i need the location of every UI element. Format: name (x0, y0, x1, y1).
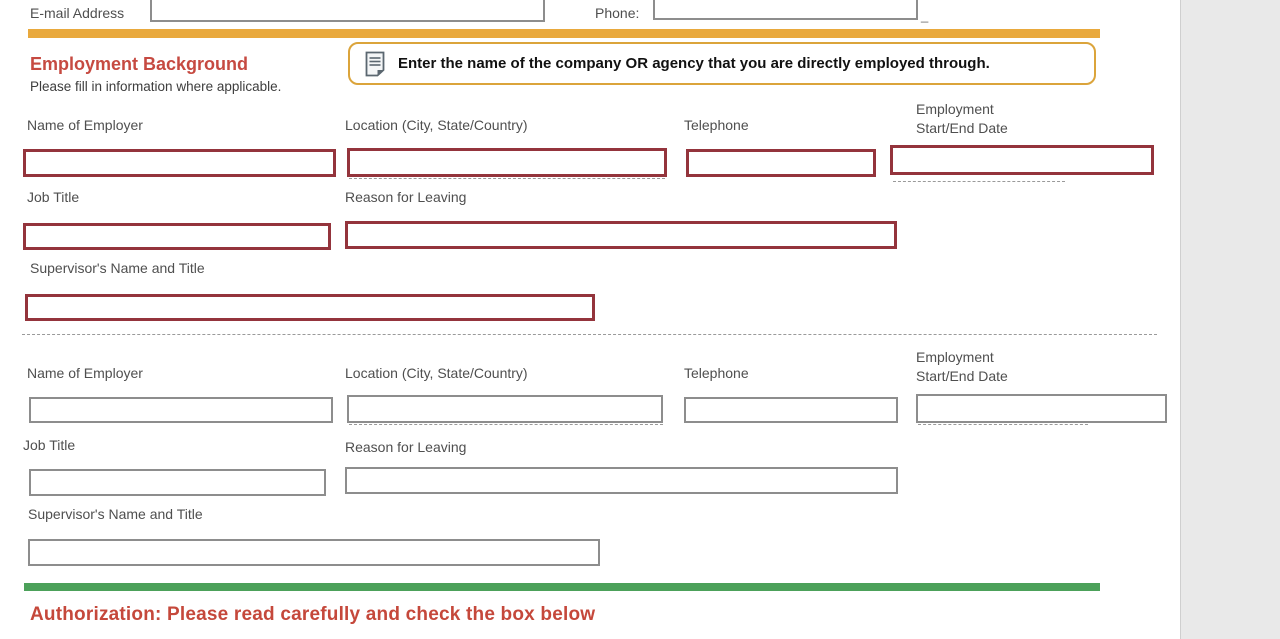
employer1-employment-label: Employment Start/End Date (916, 101, 1008, 136)
employer1-name-input[interactable] (23, 149, 336, 177)
employer1-job-title-input[interactable] (23, 223, 331, 250)
employer1-location-label: Location (City, State/Country) (345, 117, 528, 133)
employer1-supervisor-input[interactable] (25, 294, 595, 321)
employer1-name-label: Name of Employer (27, 117, 143, 133)
phone-suffix-underscore: _ (921, 8, 929, 23)
employer1-telephone-label: Telephone (684, 117, 749, 133)
section-divider-bar-green (24, 583, 1100, 591)
employer2-location-label: Location (City, State/Country) (345, 365, 528, 381)
field-underline (893, 181, 1065, 182)
employer2-telephone-input[interactable] (684, 397, 898, 423)
tooltip-text: Enter the name of the company OR agency that you are directly employed through. (398, 55, 990, 72)
employer1-telephone-input[interactable] (686, 149, 876, 177)
phone-input[interactable] (653, 0, 918, 20)
employer1-employment-dates-input[interactable] (890, 145, 1154, 175)
memo-icon (364, 51, 386, 77)
employer-blocks-divider (22, 334, 1157, 335)
section-title: Employment Background (30, 54, 249, 74)
employer2-name-label: Name of Employer (27, 365, 143, 381)
field-underline (349, 424, 663, 425)
field-underline (349, 178, 665, 179)
page-margin-rail (1180, 0, 1280, 639)
employer2-location-input[interactable] (347, 395, 663, 423)
employer1-job-title-label: Job Title (27, 189, 80, 205)
employer2-reason-input[interactable] (345, 467, 898, 494)
section-subtitle: Please fill in information where applicable. (30, 79, 282, 94)
employer2-telephone-label: Telephone (684, 365, 749, 381)
employer2-employment-label: Employment Start/End Date (916, 349, 1008, 384)
section-divider-bar-yellow (28, 29, 1100, 38)
employer2-job-title-label: Job Title (23, 437, 76, 453)
employer2-name-input[interactable] (29, 397, 333, 423)
employer1-location-input[interactable] (347, 148, 667, 177)
employer2-employment-dates-input[interactable] (916, 394, 1167, 423)
tooltip-callout (348, 42, 1096, 85)
field-underline (918, 424, 1088, 425)
phone-label: Phone: (595, 5, 640, 21)
email-input[interactable] (150, 0, 545, 22)
employer2-supervisor-input[interactable] (28, 539, 600, 566)
employer1-reason-label: Reason for Leaving (345, 189, 467, 205)
employer1-reason-input[interactable] (345, 221, 897, 249)
employer1-supervisor-label: Supervisor's Name and Title (30, 260, 205, 276)
authorization-heading: Authorization: Please read carefully and check the box below (30, 604, 596, 625)
email-label: E-mail Address (30, 5, 125, 21)
employer2-reason-label: Reason for Leaving (345, 439, 467, 455)
employer2-job-title-input[interactable] (29, 469, 326, 496)
employer2-supervisor-label: Supervisor's Name and Title (28, 506, 203, 522)
